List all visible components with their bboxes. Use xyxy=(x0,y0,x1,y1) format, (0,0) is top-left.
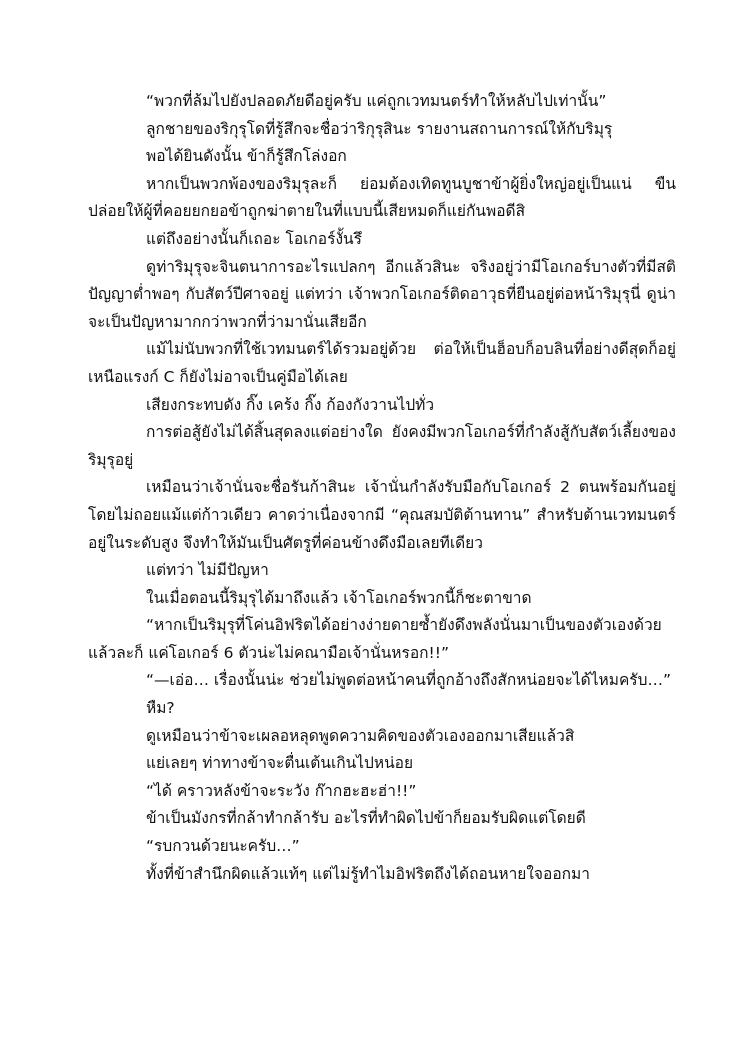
paragraph: “รบกวนด้วยนะครับ…” xyxy=(146,837,300,856)
paragraph: “—เอ่อ… เรื่องนั้นน่ะ ช่วยไม่พูดต่อหน้าคนที่ถูกอ้างถึงสักหน่อยจะได้ไหมครับ…” xyxy=(146,671,672,690)
paragraph: ข้าเป็นมังกรที่กล้าทำกล้ารับ อะไรที่ทำผิดไปข้าก็ยอมรับผิดแต่โดยดี xyxy=(146,809,586,828)
paragraph: ดูเหมือนว่าข้าจะเผลอหลุดพูดความคิดของตัวเองออกมาเสียแล้วสิ xyxy=(146,726,575,745)
paragraph: แต่ถึงอย่างนั้นก็เถอะ โอเกอร์งั้นรึ xyxy=(146,229,362,248)
paragraph: แม้ไม่นับพวกที่ใช้เวทมนตร์ได้รวมอยู่ด้วย ต่อให้เป็นฮ็อบก็อบลินที่อย่างดีสุดก็อยู่เหนือแรงก์ C ก็ยังไม่อาจเป็นคู่มือได้เลย xyxy=(88,340,676,386)
paragraph: ลูกชายของริกุรุโดที่รู้สึกจะชื่อว่าริกุรุสินะ รายงานสถานการณ์ให้กับริมุรุ xyxy=(146,119,613,138)
paragraph: ดูท่าริมุรุจะจินตนาการอะไรแปลกๆ อีกแล้วสินะ จริงอยู่ว่ามีโอเกอร์บางตัวที่มีสติปัญญาต่ำพอๆ กับสัตว์ปีศาจอยู่ แต่ทว่า เจ้าพวกโอเกอร์ติดอาวุธที่ยืนอยู่ต่อหน้าริมุรุนี่ ดูน่าจะเป็นปัญหามากกว่าพวกที่ว่ามานั่นเสียอีก xyxy=(88,257,676,331)
paragraph: การต่อสู้ยังไม่ได้สิ้นสุดลงแต่อย่างใด ยังคงมีพวกโอเกอร์ที่กำลังสู้กับสัตว์เลี้ยงของริมุรุอยู่ xyxy=(88,423,676,469)
paragraph: เหมือนว่าเจ้านั่นจะชื่อรันก้าสินะ เจ้านั่นกำลังรับมือกับโอเกอร์ 2 ตนพร้อมกันอยู่โดยไม่ถอยแม้แต่ก้าวเดียว คาดว่าเนื่องจากมี “คุณสมบัติต้านทาน” สำหรับต้านเวทมนตร์อยู่ในระดับสูง จึงทำให้มันเป็นศัตรูที่ค่อนข้างดึงมือเลยทีเดียว xyxy=(88,478,676,552)
paragraph: พอได้ยินดังนั้น ข้าก็รู้สึกโล่งอก xyxy=(146,147,347,166)
paragraph: หากเป็นพวกพ้องของริมุรุละก็ ย่อมต้องเทิดทูนบูชาข้าผู้ยิ่งใหญ่อยู่เป็นแน่ ขืนปล่อยให้ผู้ที่คอยยกยอข้าถูกฆ่าตายในที่แบบนี้เสียหมดก็แย่กันพอดีสิ xyxy=(88,174,676,221)
paragraph: เสียงกระทบดัง กิ๊ง เคร้ง กิ๊ง ก้องกังวานไปทั่ว xyxy=(146,395,435,414)
paragraph: หืม? xyxy=(146,699,175,718)
paragraph: “ได้ คราวหลังข้าจะระวัง ก๊ากฮะฮะฮ่า!!” xyxy=(146,781,417,800)
paragraph: แต่ทว่า ไม่มีปัญหา xyxy=(146,561,269,580)
paragraph: ในเมื่อตอนนี้ริมุรุได้มาถึงแล้ว เจ้าโอเกอร์พวกนี้ก็ชะตาขาด xyxy=(146,588,532,607)
paragraph: แย่เลยๆ ท่าทางข้าจะตื่นเต้นเกินไปหน่อย xyxy=(146,754,414,773)
paragraph: “พวกที่ล้มไปยังปลอดภัยดีอยู่ครับ แค่ถูกเวทมนตร์ทำให้หลับไปเท่านั้น” xyxy=(146,92,607,110)
paragraph: ทั้งที่ข้าสำนึกผิดแล้วแท้ๆ แต่ไม่รู้ทำไมอิฟริตถึงได้ถอนหายใจออกมา xyxy=(146,864,590,883)
paragraph: “หากเป็นริมุรุที่โค่นอิฟริตได้อย่างง่ายดายซ้ำยังดึงพลังนั่นมาเป็นของตัวเองด้วยแล้วละก็ แค่โอเกอร์ 6 ตัวน่ะไม่คณามือเจ้านั่นหรอก!!” xyxy=(88,616,662,662)
